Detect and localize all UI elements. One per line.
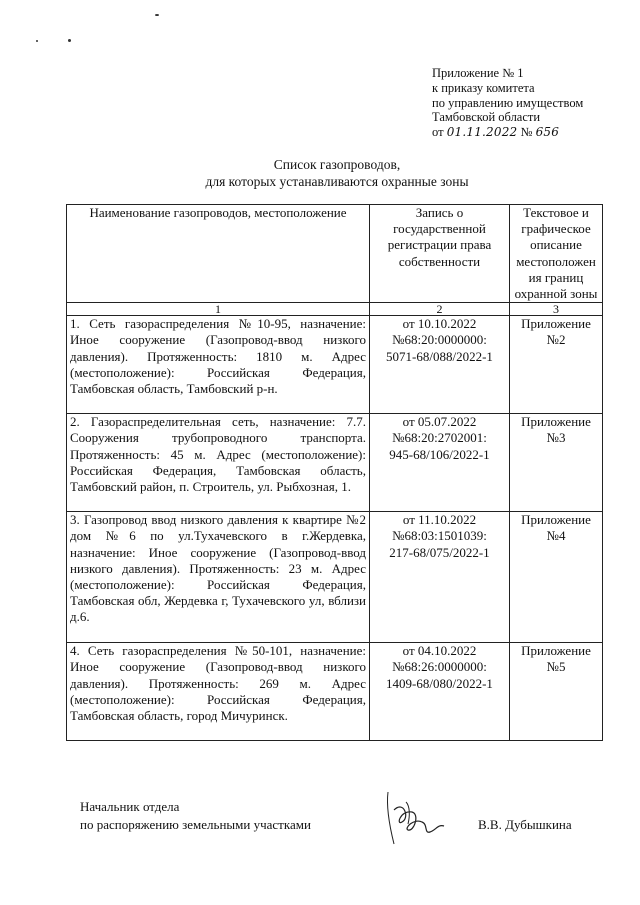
column-number-row <box>67 303 603 316</box>
scan-speck <box>155 14 159 16</box>
registration-date: от 05.07.2022 <box>402 414 477 430</box>
appendix-reference <box>510 512 603 643</box>
header-zone-description: Текстовое и графическое описание местоположен ия границ охранной зоны <box>510 205 603 303</box>
number-prefix: № <box>520 125 533 140</box>
appendix-label: Приложение <box>521 316 591 332</box>
pipeline-description: 4. Сеть газораспределения №50-101, назначение: Иное сооружение (Газопровод-ввод низкого давления). Протяженность: 269 м. Адрес (местоположение): Российская Федерация, Тамбовская область, город Мичуринск. <box>67 643 370 741</box>
position-line-1: Начальник отдела <box>80 799 180 814</box>
scan-speck <box>36 40 38 42</box>
column-number: 2 <box>370 303 510 316</box>
table-row <box>67 414 603 512</box>
handwritten-number: 656 <box>535 125 560 140</box>
table-row <box>67 643 603 741</box>
header-registration: Запись о государственной регистрации права собственности <box>370 205 510 303</box>
appendix-reference <box>510 643 603 741</box>
registration-number: №68:26:0000000: <box>392 659 487 675</box>
appendix-line-4: Тамбовской области <box>432 110 541 125</box>
signatory-name: В.В. Дубышкина <box>478 817 572 832</box>
appendix-line-2: к приказу комитета <box>432 80 535 95</box>
registration-record <box>370 512 510 643</box>
registration-date: от 04.10.2022 <box>402 643 477 659</box>
pipeline-description: 1. Сеть газораспределения №10-95, назначение: Иное сооружение (Газопровод-ввод низкого давления). Протяженность: 1810 м. Адрес (местоположение): Российская Федерация, Тамбовская область, Тамбовский р-н. <box>67 316 370 414</box>
registration-number: №68:03:1501039: <box>392 528 487 544</box>
registration-number: №68:20:2702001: <box>392 430 487 446</box>
table-row <box>67 316 603 414</box>
appendix-number: №2 <box>546 332 566 348</box>
pipeline-description: 3. Газопровод ввод низкого давления к квартире №2 дом №6 по ул.Тухачевского в г.Жердевка, назначение: Иное сооружение (Газопровод-ввод низкого давления). Протяженность: 23 м. Адрес (местоположение): Российская Федерация, Тамбовская обл, Жердевка г, Тухачевского ул, вблизи д.6. <box>67 512 370 643</box>
title-line-1: Список газопроводов, <box>273 157 401 172</box>
appendix-number: №4 <box>546 528 566 544</box>
document-title <box>0 156 640 190</box>
appendix-number: №5 <box>546 659 566 675</box>
appendix-label: Приложение <box>521 414 591 430</box>
registration-number-suffix: 5071-68/088/2022-1 <box>386 348 493 364</box>
handwritten-signature <box>380 788 450 848</box>
gas-pipelines-table <box>66 204 603 741</box>
appendix-line-5 <box>432 125 583 140</box>
appendix-block <box>432 66 583 140</box>
appendix-line-3: по управлению имуществом <box>432 95 584 110</box>
date-prefix: от <box>432 125 444 140</box>
position-line-2: по распоряжению земельными участками <box>80 817 311 832</box>
column-number: 1 <box>67 303 370 316</box>
appendix-reference <box>510 316 603 414</box>
signer-position <box>80 798 311 834</box>
header-name-location: Наименование газопроводов, местоположение <box>67 205 370 303</box>
registration-number: №68:20:0000000: <box>392 332 487 348</box>
appendix-number: №3 <box>546 430 566 446</box>
registration-record <box>370 643 510 741</box>
table-row <box>67 512 603 643</box>
registration-date: от 10.10.2022 <box>402 316 477 332</box>
column-number: 3 <box>510 303 603 316</box>
appendix-reference <box>510 414 603 512</box>
title-line-2: для которых устанавливаются охранные зоны <box>205 174 469 189</box>
registration-record <box>370 316 510 414</box>
handwritten-date: 01.11.2022 <box>446 125 518 140</box>
registration-number-suffix: 1409-68/080/2022-1 <box>386 675 493 691</box>
appendix-label: Приложение <box>521 643 591 659</box>
registration-record <box>370 414 510 512</box>
registration-number-suffix: 945-68/106/2022-1 <box>389 446 490 462</box>
appendix-label: Приложение <box>521 512 591 528</box>
pipeline-description: 2. Газораспределительная сеть, назначение: 7.7. Сооружения трубопроводного транспорта. Протяженность: 45 м. Адрес (местоположение): Российская Федерация, Тамбовская область, Тамбовский район, п. Строитель, ул. Рыбхозная, 1. <box>67 414 370 512</box>
appendix-line-1: Приложение № 1 <box>432 66 524 80</box>
registration-date: от 11.10.2022 <box>402 512 477 528</box>
registration-number-suffix: 217-68/075/2022-1 <box>389 544 490 560</box>
scan-speck <box>68 39 71 42</box>
table-header-row <box>67 205 603 303</box>
